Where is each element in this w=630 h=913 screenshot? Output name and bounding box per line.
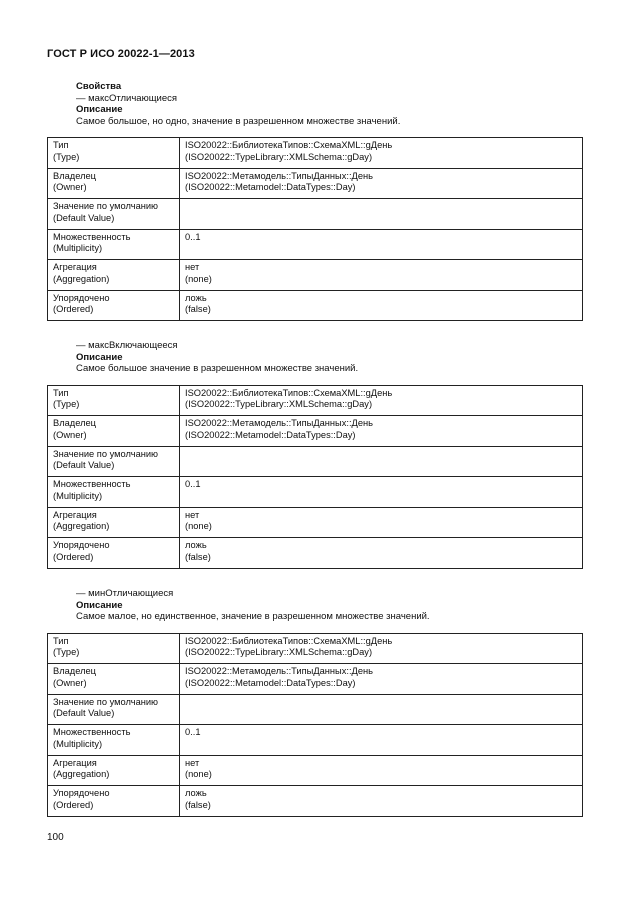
table-row	[48, 416, 583, 447]
table-row	[48, 199, 583, 230]
table-row	[48, 385, 583, 416]
property-section-min-exclusive	[47, 588, 583, 817]
attribute-cell: Агрегация (Aggregation)	[48, 755, 180, 786]
document-header: ГОСТ Р ИСО 20022-1—2013	[47, 48, 195, 60]
attribute-cell: Значение по умолчанию (Default Value)	[48, 694, 180, 725]
property-name: — максВключающееся	[76, 340, 178, 351]
attribute-cell: Упорядочено (Ordered)	[48, 786, 180, 817]
attribute-cell: Тип (Type)	[48, 633, 180, 664]
table-row	[48, 260, 583, 291]
description-text: Самое большое значение в разрешенном множестве значений.	[76, 363, 359, 375]
value-cell	[180, 694, 583, 725]
table-row	[48, 725, 583, 756]
attribute-cell: Значение по умолчанию (Default Value)	[48, 446, 180, 477]
value-cell	[180, 446, 583, 477]
table-row	[48, 694, 583, 725]
description-heading: Описание	[76, 599, 123, 611]
section-intro	[76, 340, 583, 375]
value-cell: ISO20022::Метамодель::ТипыДанных::День (ISO20022::Metamodel::DataTypes::Day)	[180, 416, 583, 447]
value-cell: ISO20022::Метамодель::ТипыДанных::День (ISO20022::Metamodel::DataTypes::Day)	[180, 168, 583, 199]
value-cell: ложь (false)	[180, 290, 583, 321]
table-row	[48, 138, 583, 169]
value-cell	[180, 199, 583, 230]
table-row	[48, 664, 583, 695]
property-table	[47, 633, 583, 817]
attribute-cell: Упорядочено (Ordered)	[48, 538, 180, 569]
attribute-cell: Агрегация (Aggregation)	[48, 260, 180, 291]
value-cell: ISO20022::БиблиотекаТипов::СхемаXML::gДень (ISO20022::TypeLibrary::XMLSchema::gDay)	[180, 633, 583, 664]
properties-heading: Свойства	[76, 81, 122, 92]
attribute-cell: Множественность (Multiplicity)	[48, 229, 180, 260]
property-section-max-inclusive	[47, 340, 583, 569]
table-row	[48, 633, 583, 664]
property-name: — максОтличающиеся	[76, 92, 178, 104]
value-cell: нет (none)	[180, 260, 583, 291]
attribute-cell: Значение по умолчанию (Default Value)	[48, 199, 180, 230]
description-heading: Описание	[76, 351, 123, 363]
description-text: Самое малое, но единственное, значение в разрешенном множестве значений.	[76, 611, 430, 623]
attribute-cell: Владелец (Owner)	[48, 664, 180, 695]
value-cell: 0..1	[180, 229, 583, 260]
value-cell: ложь (false)	[180, 786, 583, 817]
table-row	[48, 786, 583, 817]
value-cell: ISO20022::Метамодель::ТипыДанных::День (ISO20022::Metamodel::DataTypes::Day)	[180, 664, 583, 695]
table-row	[48, 290, 583, 321]
value-cell: ISO20022::БиблиотекаТипов::СхемаXML::gДень (ISO20022::TypeLibrary::XMLSchema::gDay)	[180, 385, 583, 416]
attribute-cell: Владелец (Owner)	[48, 416, 180, 447]
page-number: 100	[47, 832, 64, 843]
description-text: Самое большое, но одно, значение в разрешенном множестве значений.	[76, 115, 401, 127]
attribute-cell: Тип (Type)	[48, 138, 180, 169]
value-cell: 0..1	[180, 725, 583, 756]
value-cell: ISO20022::БиблиотекаТипов::СхемаXML::gДень (ISO20022::TypeLibrary::XMLSchema::gDay)	[180, 138, 583, 169]
section-intro	[76, 81, 583, 127]
table-row	[48, 168, 583, 199]
value-cell: ложь (false)	[180, 538, 583, 569]
value-cell: нет (none)	[180, 507, 583, 538]
table-row	[48, 507, 583, 538]
table-row	[48, 755, 583, 786]
attribute-cell: Множественность (Multiplicity)	[48, 477, 180, 508]
attribute-cell: Упорядочено (Ordered)	[48, 290, 180, 321]
property-section-max-exclusive	[47, 81, 583, 321]
attribute-cell: Множественность (Multiplicity)	[48, 725, 180, 756]
property-table	[47, 137, 583, 321]
property-name: — минОтличающиеся	[76, 588, 174, 599]
table-row	[48, 446, 583, 477]
attribute-cell: Владелец (Owner)	[48, 168, 180, 199]
section-intro	[76, 588, 583, 623]
attribute-cell: Агрегация (Aggregation)	[48, 507, 180, 538]
table-row	[48, 477, 583, 508]
value-cell: 0..1	[180, 477, 583, 508]
table-row	[48, 538, 583, 569]
property-table	[47, 385, 583, 569]
attribute-cell: Тип (Type)	[48, 385, 180, 416]
description-heading: Описание	[76, 104, 123, 116]
table-row	[48, 229, 583, 260]
value-cell: нет (none)	[180, 755, 583, 786]
